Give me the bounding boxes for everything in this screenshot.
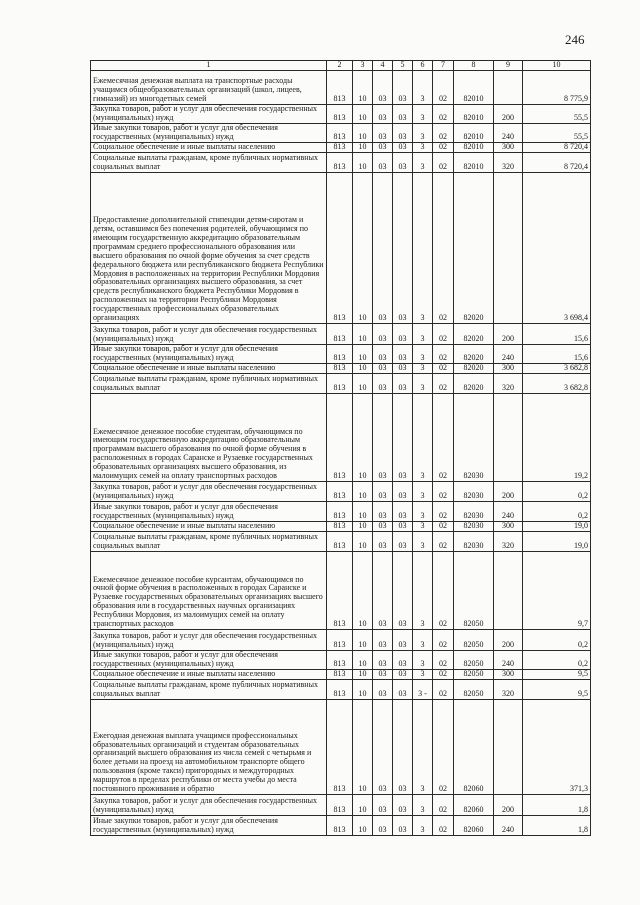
header-cell: 5 [393, 61, 413, 71]
table-row [91, 795, 591, 816]
amount-cell: 15,6 [523, 324, 591, 345]
table-row [91, 680, 591, 700]
code-section-cell: 10 [353, 680, 373, 700]
code-direction-cell: 82010 [454, 105, 494, 124]
code-main-event-cell: 02 [433, 124, 454, 143]
expense-type-cell: 200 [494, 630, 523, 651]
code-section-cell: 10 [353, 532, 373, 552]
expense-type-cell: 240 [494, 124, 523, 143]
code-chapter-cell: 813 [327, 816, 353, 836]
table-row [91, 153, 591, 173]
row-name-cell: Закупка товаров, работ и услуг для обеспечения государственных (муниципальных) нужд [91, 324, 327, 345]
code-section-cell: 10 [353, 71, 373, 105]
code-program-cell: 03 [393, 364, 413, 374]
row-name-cell: Ежегодная денежная выплата учащимся профессиональных образовательных организаций и студентам образовательных организаций высшего образования из числа семей с четырьмя и более детьми на проезд на автомобильном транспорте общего пользования (кроме такси) пригородных и междугородных маршрутов в пределах республики от места учебы до места постоянного проживания и обратно [91, 700, 327, 795]
expense-type-cell: 240 [494, 502, 523, 522]
code-program-cell: 03 [393, 374, 413, 394]
code-subsection-cell: 03 [373, 364, 393, 374]
code-subprogram-cell: 3 [413, 364, 433, 374]
code-main-event-cell: 02 [433, 522, 454, 532]
table-row [91, 345, 591, 364]
code-program-cell: 03 [393, 816, 413, 836]
code-chapter-cell: 813 [327, 105, 353, 124]
table-row [91, 105, 591, 124]
row-name-cell: Социальные выплаты гражданам, кроме публичных нормативных социальных выплат [91, 532, 327, 552]
code-main-event-cell: 02 [433, 552, 454, 630]
amount-cell: 9,7 [523, 552, 591, 630]
code-subsection-cell: 03 [373, 345, 393, 364]
code-section-cell: 10 [353, 552, 373, 630]
code-direction-cell: 82060 [454, 700, 494, 795]
code-main-event-cell: 02 [433, 71, 454, 105]
row-name-cell: Социальные выплаты гражданам, кроме публичных нормативных социальных выплат [91, 374, 327, 394]
code-direction-cell: 82030 [454, 394, 494, 482]
code-subprogram-cell: 3 [413, 700, 433, 795]
code-subprogram-cell: 3 [413, 71, 433, 105]
code-section-cell: 10 [353, 651, 373, 670]
header-cell: 6 [413, 61, 433, 71]
code-section-cell: 10 [353, 124, 373, 143]
code-main-event-cell: 02 [433, 482, 454, 502]
code-main-event-cell: 02 [433, 324, 454, 345]
amount-cell: 8 775,9 [523, 71, 591, 105]
expense-type-cell: 300 [494, 364, 523, 374]
code-chapter-cell: 813 [327, 324, 353, 345]
code-subsection-cell: 03 [373, 324, 393, 345]
code-chapter-cell: 813 [327, 680, 353, 700]
code-chapter-cell: 813 [327, 173, 353, 324]
table-row [91, 816, 591, 836]
code-subsection-cell: 03 [373, 143, 393, 153]
code-direction-cell: 82020 [454, 345, 494, 364]
header-cell: 2 [327, 61, 353, 71]
table-row [91, 651, 591, 670]
expense-type-cell [494, 394, 523, 482]
code-subprogram-cell: 3 [413, 651, 433, 670]
amount-cell: 9,5 [523, 680, 591, 700]
code-program-cell: 03 [393, 680, 413, 700]
code-subsection-cell: 03 [373, 552, 393, 630]
code-main-event-cell: 02 [433, 700, 454, 795]
code-section-cell: 10 [353, 502, 373, 522]
code-program-cell: 03 [393, 651, 413, 670]
expense-type-cell [494, 173, 523, 324]
code-subprogram-cell: 3 [413, 124, 433, 143]
expense-type-cell: 240 [494, 816, 523, 836]
code-program-cell: 03 [393, 630, 413, 651]
table-row [91, 552, 591, 630]
code-subprogram-cell: 3 [413, 630, 433, 651]
code-subprogram-cell: 3 [413, 153, 433, 173]
expense-type-cell: 300 [494, 670, 523, 680]
row-name-cell: Иные закупки товаров, работ и услуг для обеспечения государственных (муниципальных) нужд [91, 345, 327, 364]
header-cell: 7 [433, 61, 454, 71]
code-subsection-cell: 03 [373, 630, 393, 651]
code-direction-cell: 82020 [454, 173, 494, 324]
amount-cell: 1,8 [523, 795, 591, 816]
table-row [91, 482, 591, 502]
row-name-cell: Закупка товаров, работ и услуг для обеспечения государственных (муниципальных) нужд [91, 630, 327, 651]
table-row [91, 394, 591, 482]
code-main-event-cell: 02 [433, 374, 454, 394]
code-subsection-cell: 03 [373, 670, 393, 680]
code-main-event-cell: 02 [433, 670, 454, 680]
code-program-cell: 03 [393, 795, 413, 816]
code-subsection-cell: 03 [373, 522, 393, 532]
code-chapter-cell: 813 [327, 795, 353, 816]
row-name-cell: Ежемесячная денежная выплата на транспортные расходы учащимся общеобразовательных организаций (школ, лицеев, гимназий) из многодетных семей [91, 71, 327, 105]
amount-cell: 3 698,4 [523, 173, 591, 324]
row-name-cell: Социальное обеспечение и иные выплаты населению [91, 364, 327, 374]
amount-cell: 19,0 [523, 522, 591, 532]
code-subprogram-cell: 3 [413, 143, 433, 153]
code-subsection-cell: 03 [373, 374, 393, 394]
code-chapter-cell: 813 [327, 143, 353, 153]
expense-type-cell [494, 700, 523, 795]
code-subprogram-cell: 3 [413, 816, 433, 836]
table-row [91, 670, 591, 680]
code-subsection-cell: 03 [373, 651, 393, 670]
expense-type-cell [494, 552, 523, 630]
table-row [91, 173, 591, 324]
code-subsection-cell: 03 [373, 105, 393, 124]
code-chapter-cell: 813 [327, 502, 353, 522]
code-subprogram-cell: 3 [413, 552, 433, 630]
amount-cell: 3 682,8 [523, 364, 591, 374]
code-chapter-cell: 813 [327, 552, 353, 630]
code-program-cell: 03 [393, 324, 413, 345]
code-subsection-cell: 03 [373, 532, 393, 552]
code-section-cell: 10 [353, 700, 373, 795]
code-section-cell: 10 [353, 394, 373, 482]
code-main-event-cell: 02 [433, 816, 454, 836]
code-main-event-cell: 02 [433, 532, 454, 552]
expense-type-cell: 320 [494, 153, 523, 173]
expense-type-cell: 200 [494, 482, 523, 502]
expense-type-cell [494, 71, 523, 105]
expense-type-cell: 200 [494, 105, 523, 124]
code-section-cell: 10 [353, 670, 373, 680]
code-subprogram-cell: 3 [413, 345, 433, 364]
code-main-event-cell: 02 [433, 153, 454, 173]
table-row [91, 374, 591, 394]
code-main-event-cell: 02 [433, 502, 454, 522]
code-direction-cell: 82030 [454, 522, 494, 532]
code-main-event-cell: 02 [433, 345, 454, 364]
expense-type-cell: 320 [494, 374, 523, 394]
code-subprogram-cell: 3 [413, 670, 433, 680]
code-program-cell: 03 [393, 105, 413, 124]
page-number: 246 [565, 32, 585, 47]
code-direction-cell: 82010 [454, 153, 494, 173]
code-chapter-cell: 813 [327, 630, 353, 651]
code-main-event-cell: 02 [433, 105, 454, 124]
expense-type-cell: 240 [494, 345, 523, 364]
code-chapter-cell: 813 [327, 651, 353, 670]
row-name-cell: Иные закупки товаров, работ и услуг для обеспечения государственных (муниципальных) нужд [91, 124, 327, 143]
table-row [91, 700, 591, 795]
amount-cell: 8 720,4 [523, 143, 591, 153]
code-subprogram-cell: 3 [413, 394, 433, 482]
header-cell: 10 [523, 61, 591, 71]
amount-cell: 371,3 [523, 700, 591, 795]
amount-cell: 0,2 [523, 502, 591, 522]
row-name-cell: Иные закупки товаров, работ и услуг для обеспечения государственных (муниципальных) нужд [91, 502, 327, 522]
code-subprogram-cell: 3 [413, 522, 433, 532]
code-direction-cell: 82030 [454, 502, 494, 522]
code-main-event-cell: 02 [433, 364, 454, 374]
code-subprogram-cell: 3 [413, 502, 433, 522]
code-direction-cell: 82020 [454, 324, 494, 345]
table-row [91, 124, 591, 143]
amount-cell: 15,6 [523, 345, 591, 364]
code-subprogram-cell: 3 [413, 532, 433, 552]
code-program-cell: 03 [393, 482, 413, 502]
code-program-cell: 03 [393, 700, 413, 795]
table-row [91, 502, 591, 522]
row-name-cell: Социальное обеспечение и иные выплаты населению [91, 670, 327, 680]
amount-cell: 55,5 [523, 105, 591, 124]
expense-type-cell: 300 [494, 143, 523, 153]
row-name-cell: Иные закупки товаров, работ и услуг для обеспечения государственных (муниципальных) нужд [91, 816, 327, 836]
code-chapter-cell: 813 [327, 522, 353, 532]
row-name-cell: Закупка товаров, работ и услуг для обеспечения государственных (муниципальных) нужд [91, 795, 327, 816]
code-direction-cell: 82060 [454, 816, 494, 836]
code-section-cell: 10 [353, 364, 373, 374]
header-cell: 8 [454, 61, 494, 71]
expense-type-cell: 240 [494, 651, 523, 670]
code-subsection-cell: 03 [373, 153, 393, 173]
code-subsection-cell: 03 [373, 482, 393, 502]
code-program-cell: 03 [393, 143, 413, 153]
header-cell: 1 [91, 61, 327, 71]
expense-type-cell: 200 [494, 795, 523, 816]
code-subsection-cell: 03 [373, 173, 393, 324]
code-section-cell: 10 [353, 630, 373, 651]
amount-cell: 8 720,4 [523, 153, 591, 173]
code-section-cell: 10 [353, 816, 373, 836]
code-direction-cell: 82020 [454, 364, 494, 374]
code-direction-cell: 82050 [454, 552, 494, 630]
code-chapter-cell: 813 [327, 482, 353, 502]
code-direction-cell: 82050 [454, 651, 494, 670]
code-program-cell: 03 [393, 394, 413, 482]
table-row [91, 71, 591, 105]
code-chapter-cell: 813 [327, 374, 353, 394]
code-direction-cell: 82050 [454, 680, 494, 700]
row-name-cell: Иные закупки товаров, работ и услуг для обеспечения государственных (муниципальных) нужд [91, 651, 327, 670]
code-direction-cell: 82030 [454, 482, 494, 502]
code-program-cell: 03 [393, 532, 413, 552]
amount-cell: 0,2 [523, 651, 591, 670]
table-row [91, 630, 591, 651]
code-program-cell: 03 [393, 153, 413, 173]
amount-cell: 0,2 [523, 630, 591, 651]
table-row [91, 364, 591, 374]
code-section-cell: 10 [353, 482, 373, 502]
code-direction-cell: 82050 [454, 670, 494, 680]
code-subprogram-cell: 3 [413, 374, 433, 394]
code-section-cell: 10 [353, 522, 373, 532]
row-name-cell: Ежемесячное денежное пособие курсантам, обучающимся по очной форме обучения в расположенных в городах Саранске и Рузаевке государственных образовательных организациях высшего образования или в государственных научных организациях Республики Мордовия, из малоимущих семей на оплату транспортных расходов [91, 552, 327, 630]
code-direction-cell: 82010 [454, 143, 494, 153]
code-chapter-cell: 813 [327, 394, 353, 482]
code-section-cell: 10 [353, 345, 373, 364]
code-section-cell: 10 [353, 143, 373, 153]
amount-cell: 55,5 [523, 124, 591, 143]
code-subsection-cell: 03 [373, 394, 393, 482]
code-subsection-cell: 03 [373, 502, 393, 522]
code-subprogram-cell: 3 - [413, 680, 433, 700]
code-subsection-cell: 03 [373, 700, 393, 795]
code-section-cell: 10 [353, 173, 373, 324]
code-direction-cell: 82050 [454, 630, 494, 651]
amount-cell: 0,2 [523, 482, 591, 502]
expense-type-cell: 200 [494, 324, 523, 345]
code-chapter-cell: 813 [327, 700, 353, 795]
code-direction-cell: 82030 [454, 532, 494, 552]
table-row [91, 532, 591, 552]
table-row [91, 143, 591, 153]
code-program-cell: 03 [393, 71, 413, 105]
code-program-cell: 03 [393, 502, 413, 522]
code-chapter-cell: 813 [327, 670, 353, 680]
header-cell: 9 [494, 61, 523, 71]
row-name-cell: Социальное обеспечение и иные выплаты населению [91, 522, 327, 532]
code-section-cell: 10 [353, 324, 373, 345]
row-name-cell: Социальные выплаты гражданам, кроме публичных нормативных социальных выплат [91, 680, 327, 700]
code-subsection-cell: 03 [373, 795, 393, 816]
header-row [91, 61, 591, 71]
code-subsection-cell: 03 [373, 680, 393, 700]
code-direction-cell: 82010 [454, 124, 494, 143]
code-subprogram-cell: 3 [413, 105, 433, 124]
code-chapter-cell: 813 [327, 364, 353, 374]
code-section-cell: 10 [353, 105, 373, 124]
code-main-event-cell: 02 [433, 680, 454, 700]
code-chapter-cell: 813 [327, 71, 353, 105]
row-name-cell: Закупка товаров, работ и услуг для обеспечения государственных (муниципальных) нужд [91, 105, 327, 124]
code-main-event-cell: 02 [433, 630, 454, 651]
code-direction-cell: 82020 [454, 374, 494, 394]
amount-cell: 3 682,8 [523, 374, 591, 394]
row-name-cell: Социальное обеспечение и иные выплаты населению [91, 143, 327, 153]
code-subprogram-cell: 3 [413, 324, 433, 345]
code-program-cell: 03 [393, 173, 413, 324]
budget-table [90, 60, 591, 836]
code-subprogram-cell: 3 [413, 795, 433, 816]
code-subsection-cell: 03 [373, 71, 393, 105]
code-chapter-cell: 813 [327, 124, 353, 143]
code-section-cell: 10 [353, 795, 373, 816]
code-chapter-cell: 813 [327, 532, 353, 552]
code-subprogram-cell: 3 [413, 173, 433, 324]
code-main-event-cell: 02 [433, 394, 454, 482]
code-main-event-cell: 02 [433, 795, 454, 816]
amount-cell: 19,0 [523, 532, 591, 552]
code-program-cell: 03 [393, 522, 413, 532]
code-direction-cell: 82060 [454, 795, 494, 816]
code-main-event-cell: 02 [433, 173, 454, 324]
code-main-event-cell: 02 [433, 143, 454, 153]
code-subprogram-cell: 3 [413, 482, 433, 502]
row-name-cell: Социальные выплаты гражданам, кроме публичных нормативных социальных выплат [91, 153, 327, 173]
header-cell: 3 [353, 61, 373, 71]
code-direction-cell: 82010 [454, 71, 494, 105]
amount-cell: 19,2 [523, 394, 591, 482]
table-row [91, 324, 591, 345]
code-program-cell: 03 [393, 670, 413, 680]
row-name-cell: Закупка товаров, работ и услуг для обеспечения государственных (муниципальных) нужд [91, 482, 327, 502]
expense-type-cell: 300 [494, 522, 523, 532]
code-subsection-cell: 03 [373, 124, 393, 143]
code-chapter-cell: 813 [327, 345, 353, 364]
table-row [91, 522, 591, 532]
code-section-cell: 10 [353, 153, 373, 173]
header-cell: 4 [373, 61, 393, 71]
expense-type-cell: 320 [494, 532, 523, 552]
code-program-cell: 03 [393, 552, 413, 630]
code-main-event-cell: 02 [433, 651, 454, 670]
code-program-cell: 03 [393, 345, 413, 364]
code-subsection-cell: 03 [373, 816, 393, 836]
expense-type-cell: 320 [494, 680, 523, 700]
code-program-cell: 03 [393, 124, 413, 143]
row-name-cell: Ежемесячное денежное пособие студентам, обучающимся по имеющим государственную аккредитацию образовательным программам высшего образования по очной форме обучения в расположенных в городах Саранске и Рузаевке государственных образовательных организациях высшего образования, из малоимущих семей на оплату транспортных расходов [91, 394, 327, 482]
amount-cell: 9,5 [523, 670, 591, 680]
amount-cell: 1,8 [523, 816, 591, 836]
code-section-cell: 10 [353, 374, 373, 394]
code-chapter-cell: 813 [327, 153, 353, 173]
row-name-cell: Предоставление дополнительной стипендии детям-сиротам и детям, оставшимся без попечения родителей, обучающимся по имеющим государственную аккредитацию образовательным программам среднего профессионального образования или высшего образования по очной форме обучения за счет средств федерального бюджета или республиканского бюджета Республики Мордовия в расположенных на территории Республики Мордовия образовательных организациях высшего образования, за счет средств республиканского бюджета Республики Мордовия в расположенных на территории Республики Мордовия государственных профессиональных образовательных организациях [91, 173, 327, 324]
